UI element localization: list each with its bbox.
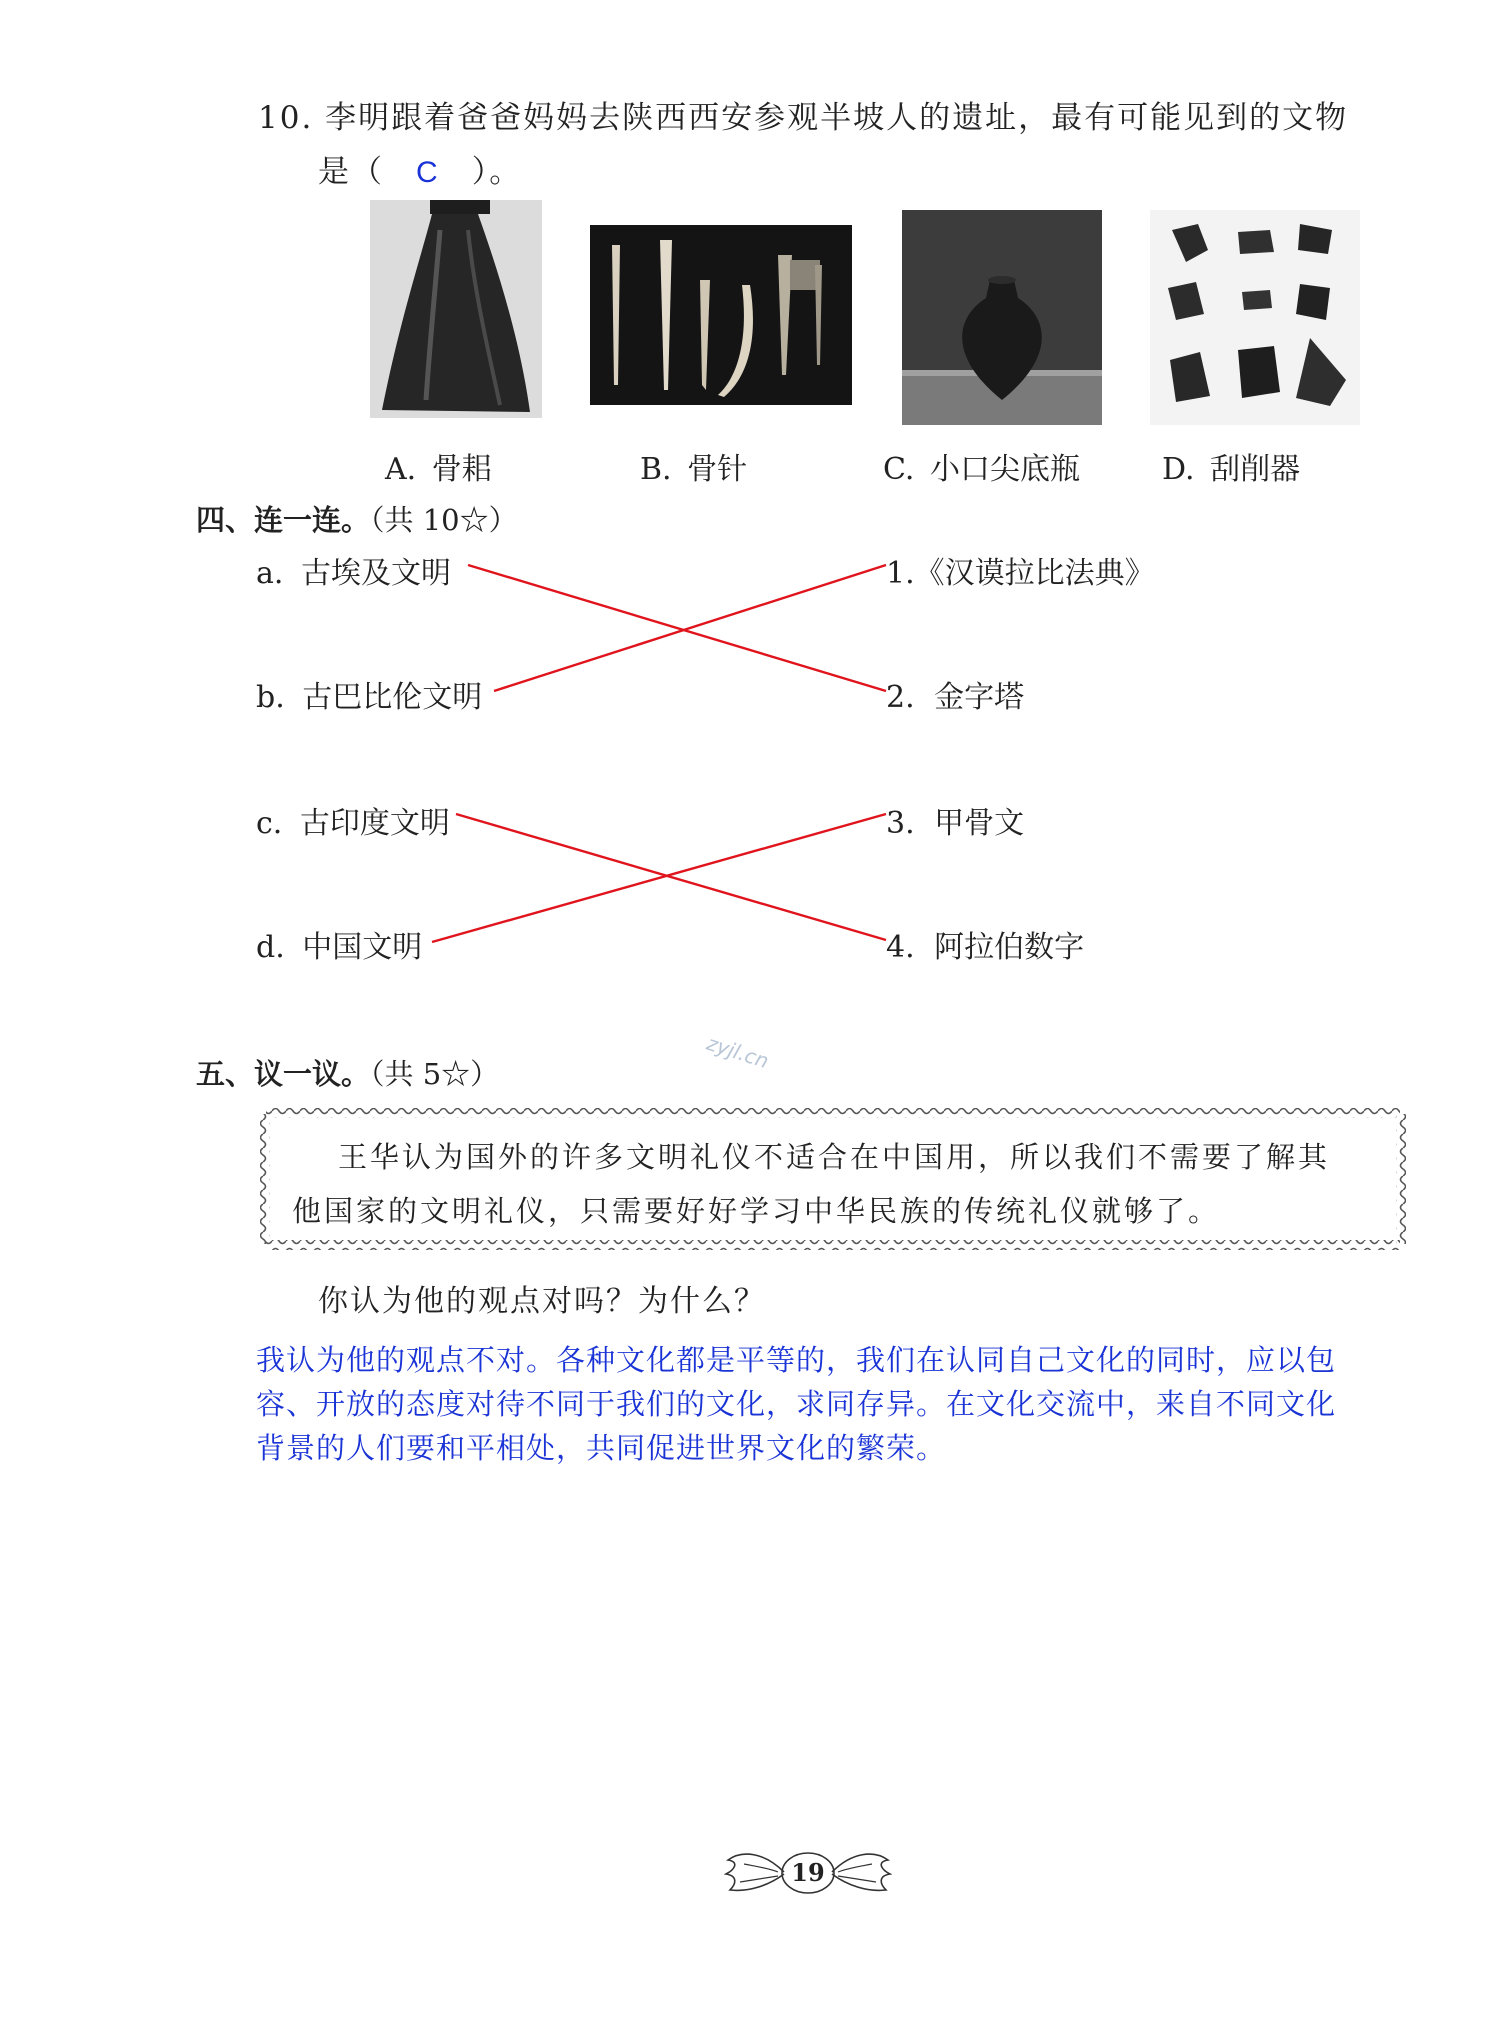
question-text-end: ）。	[471, 154, 523, 190]
match-text: 《汉谟拉比法典》	[914, 556, 1155, 591]
option-label: D.	[1162, 452, 1195, 487]
match-text: 金字塔	[934, 680, 1025, 715]
match-text: 古巴比伦文明	[302, 680, 483, 715]
option-label: B.	[640, 452, 672, 487]
match-line-d-3	[432, 814, 886, 942]
match-text: 古埃及文明	[300, 556, 451, 591]
match-label: 3.	[886, 806, 915, 841]
match-label: 1.	[886, 556, 915, 591]
option-name: 骨耜	[431, 452, 492, 487]
page-number: 19	[791, 1858, 825, 1887]
discussion-question: 你认为他的观点对吗？为什么？	[318, 1284, 766, 1319]
match-label: 2.	[886, 680, 915, 715]
section-title-text: 五、议一议。	[196, 1057, 371, 1091]
answer-line-1: 我认为他的观点不对。各种文化都是平等的，我们在认同自己文化的同时，应以包	[256, 1343, 1337, 1377]
match-label: d.	[256, 930, 285, 965]
answer-line-3: 背景的人们要和平相处，共同促进世界文化的繁荣。	[256, 1431, 947, 1465]
match-text: 古印度文明	[299, 806, 450, 841]
section-5-title	[196, 1052, 499, 1093]
question-text: 李明跟着爸爸妈妈去陕西西安参观半坡人的遗址，最有可能见到的文物	[325, 100, 1349, 136]
option-name: 刮削器	[1210, 452, 1301, 487]
match-label: c.	[256, 806, 283, 841]
match-text: 阿拉伯数字	[934, 930, 1085, 965]
option-name: 小口尖底瓶	[929, 452, 1080, 487]
section-points: （共 5☆）	[370, 1057, 500, 1091]
match-text: 中国文明	[302, 930, 423, 965]
option-label: C.	[883, 452, 915, 487]
match-label: 4.	[886, 930, 915, 965]
match-label: a.	[256, 556, 284, 591]
section-points: （共 10☆）	[370, 503, 518, 537]
answer-line-2: 容、开放的态度对待不同于我们的文化，求同存异。在文化交流中，来自不同文化	[256, 1387, 1337, 1421]
section-title-text: 四、连一连。	[196, 503, 371, 537]
match-text: 甲骨文	[934, 806, 1025, 841]
quote-line-2: 他国家的文明礼仪，只需要好好学习中华民族的传统礼仪就够了。	[292, 1194, 1221, 1228]
option-name: 骨针	[687, 452, 748, 487]
quote-line-1: 王华认为国外的许多文明礼仪不适合在中国用，所以我们不需要了解其	[338, 1140, 1331, 1174]
answer-choice: C	[416, 156, 440, 189]
watermark: zyjl.cn	[703, 1030, 772, 1074]
question-number: 10.	[258, 100, 314, 136]
question-text-cont: 是（	[318, 154, 384, 190]
match-label: b.	[256, 680, 285, 715]
option-label: A.	[385, 452, 417, 487]
